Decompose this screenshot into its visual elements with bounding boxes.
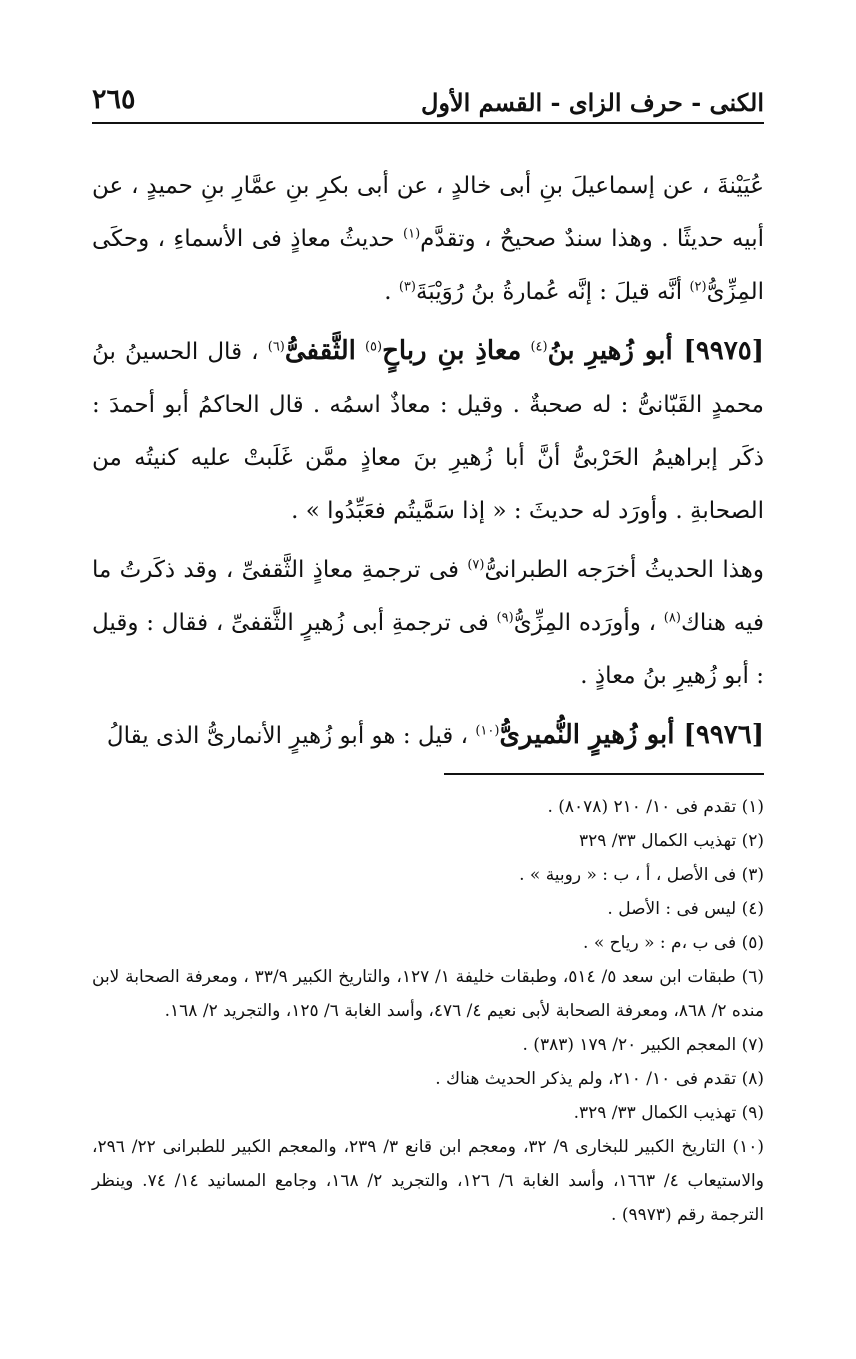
footnote-10: (١٠) التاريخ الكبير للبخارى ٩/ ٣٢، ومعجم ابن قانع ٣/ ٢٣٩، والمعجم الكبير للطبرانى ٢٢/ ٢٩٦، والاستيعاب ٤/ ١٦٦٣، وأسد الغابة ٦/ ١٢٦، والتجريد ٢/ ١٦٨، وجامع المسانيد ١٤/ ٧٤. وينظر الترجمة رقم (٩٩٧٣) .: [92, 1137, 764, 1225]
main-text: [92, 160, 764, 763]
paragraph-3: [92, 544, 764, 703]
entry-9975: [92, 325, 764, 538]
footnote-5: (٥) فى ب ،م : « رياح » .: [583, 933, 764, 953]
page-number: ٢٦٥: [92, 84, 136, 115]
page-header: [92, 82, 764, 124]
footnote-9: (٩) تهذيب الكمال ٣٣/ ٣٢٩.: [573, 1103, 764, 1123]
footnote-1: (١) تقدم فى ١٠/ ٢١٠ (٨٠٧٨) .: [547, 797, 764, 817]
footnote-ref: (٣): [398, 279, 416, 295]
text-segment: أنَّه قيلَ : إنَّه عُمارةُ بنُ رُوَيْبَةَ: [415, 279, 683, 305]
paragraph-1: [92, 160, 764, 319]
entry-heading: [٩٩٧٥] أبو زُهيرِ بنُ: [547, 336, 765, 366]
footnote-7: (٧) المعجم الكبير ٢٠/ ١٧٩ (٣٨٣) .: [522, 1035, 764, 1055]
footnote-ref: (١٠): [475, 723, 500, 739]
footnote-ref: (٤): [530, 339, 548, 355]
entry-heading: معاذِ بنِ رباحٍ: [382, 336, 522, 366]
running-title: الكنى - حرف الزاى - القسم الأول: [420, 88, 764, 117]
text-segment: فى ترجمةِ معاذٍ الثَّقفىِّ ، وقد ذكَرتُ ما فيه هناك: [92, 557, 764, 636]
footnote-ref: (٥): [364, 339, 383, 355]
entry-9976: [92, 709, 764, 763]
text-segment: ، قيل : هو أبو زُهيرٍ الأنمارىُّ الذى يقالُ: [106, 723, 469, 749]
footnote-4: (٤) ليس فى : الأصل .: [607, 899, 764, 919]
footnote-divider: [444, 773, 764, 775]
footnote-ref: (٨): [663, 610, 681, 626]
text-segment: حديثُ معاذٍ فى الأسماءِ ، وحكَى المِزِّىُّ: [92, 226, 764, 305]
entry-heading: [٩٩٧٦] أبو زُهيرٍ النُّميرىُّ: [499, 720, 764, 750]
footnote-3: (٣) فى الأصل ، أ ، ب : « روبية » .: [519, 865, 764, 885]
footnote-ref: (٧): [467, 557, 485, 573]
text-segment: وهذا الحديثُ أخرَجه الطبرانىُّ: [484, 557, 765, 583]
text-segment: عُيَيْنةَ ، عن إسماعيلَ بنِ أبى خالدٍ ، عن أبى بكرِ بنِ عمَّارِ بنِ حميدٍ ، عن أبيه حديثًا . وهذا سندٌ صحيحٌ ، وتقدَّم: [92, 173, 765, 252]
footnote-ref: (١): [403, 226, 421, 242]
text-segment: ، وأورَده المِزِّىُّ: [513, 610, 657, 636]
footnote-8: (٨) تقدم فى ١٠/ ٢١٠، ولم يذكر الحديث هناك .: [435, 1069, 764, 1089]
footnote-6: (٦) طبقات ابن سعد ٥/ ٥١٤، وطبقات خليفة ١/ ١٢٧، والتاريخ الكبير ٣٣/٩ ، ومعرفة الصحابة لابن منده ٢/ ٨٦٨، ومعرفة الصحابة لأبى نعيم ٤/ ٤٧٦، وأسد الغابة ٦/ ١٢٥، والتجريد ٢/ ١٦٨.: [92, 967, 764, 1021]
entry-heading: الثَّقفىُّ: [284, 336, 356, 366]
text-segment: .: [384, 279, 392, 305]
text-segment: ، قال الحسينُ بنُ محمدٍ القَبّانىُّ : له صحبةٌ . وقيل : معاذٌ اسمُه . قال الحاكمُ أبو أحمدَ : ذكَر إبراهيمُ الحَرْبىُّ أنَّ أبا زُهيرِ بنَ معاذٍ ممَّن غَلَبتْ عليه كنيتُه من الصحابةِ . وأورَد له حديثَ : « إذا سَمَّيتُم فعَبِّدُوا » .: [92, 339, 764, 524]
text-segment: فى ترجمةِ أبى زُهيرٍ الثَّقفىِّ ، فقال : وقيل : أبو زُهيرِ بنُ معاذٍ .: [92, 610, 764, 689]
footnote-ref: (٩): [496, 610, 514, 626]
footnote-ref: (٦): [267, 339, 285, 355]
footnote-ref: (٢): [689, 279, 707, 295]
footnote-2: (٢) تهذيب الكمال ٣٣/ ٣٢٩: [578, 831, 764, 851]
footnotes: [92, 790, 764, 1232]
